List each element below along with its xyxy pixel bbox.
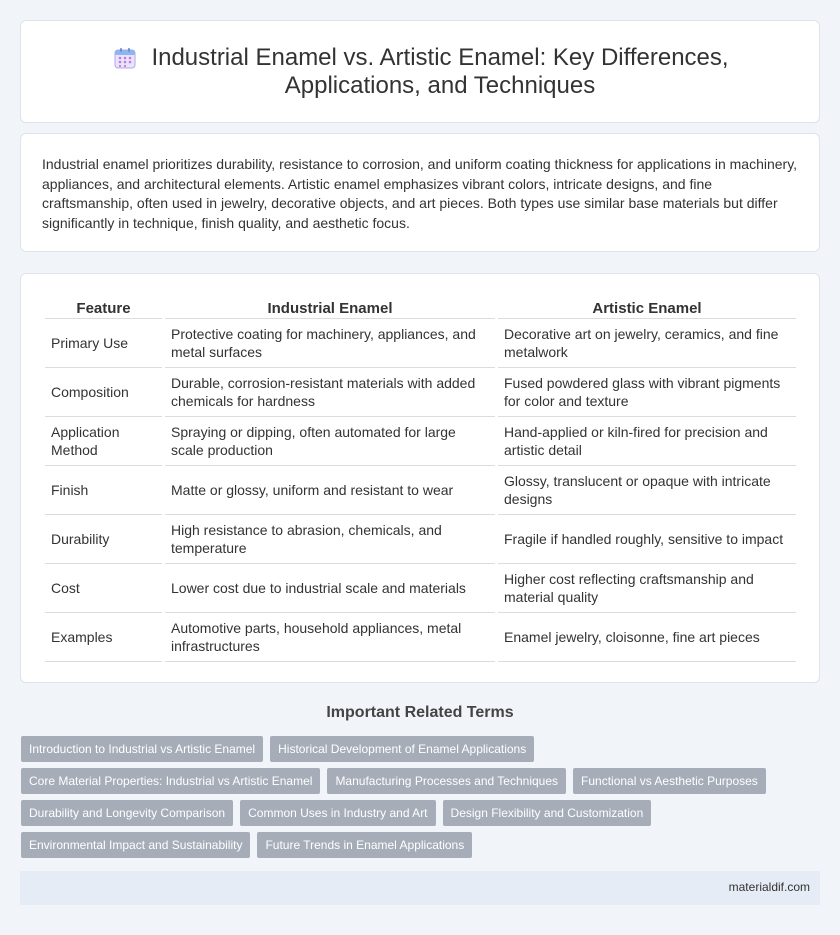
industrial-cell: Durable, corrosion-resistant materials with added chemicals for hardness xyxy=(165,368,495,417)
industrial-cell: Protective coating for machinery, appliances, and metal surfaces xyxy=(165,319,495,368)
industrial-cell: High resistance to abrasion, chemicals, and temperature xyxy=(165,515,495,564)
table-row xyxy=(45,515,796,564)
page-title: Industrial Enamel vs. Artistic Enamel: Key Differences, Applications, and Techniques xyxy=(151,43,729,99)
artistic-cell: Decorative art on jewelry, ceramics, and fine metalwork xyxy=(498,319,796,368)
related-term-tag[interactable]: Manufacturing Processes and Techniques xyxy=(327,768,566,794)
title-card xyxy=(20,20,820,123)
table-row xyxy=(45,466,796,515)
related-term-tag[interactable]: Historical Development of Enamel Applications xyxy=(270,736,534,762)
related-term-tag[interactable]: Environmental Impact and Sustainability xyxy=(21,832,250,858)
intro-paragraph: Industrial enamel prioritizes durability, resistance to corrosion, and uniform coating thickness for applications in machinery, appliances, and architectural elements. Artistic enamel emphasizes vibrant colors, intricate designs, and fine craftsmanship, often used in jewelry, decorative objects, and art pieces. Both types use similar base materials but differ significantly in technique, finish quality, and aesthetic focus. xyxy=(42,156,798,231)
related-term-tag[interactable]: Introduction to Industrial vs Artistic Enamel xyxy=(21,736,263,762)
feature-cell: Durability xyxy=(45,515,162,564)
footer-site-link[interactable]: materialdif.com xyxy=(728,880,810,894)
industrial-cell: Matte or glossy, uniform and resistant to wear xyxy=(165,466,495,515)
related-terms-list xyxy=(21,736,811,864)
table-row xyxy=(45,564,796,613)
related-term-tag[interactable]: Core Material Properties: Industrial vs Artistic Enamel xyxy=(21,768,320,794)
feature-cell: Examples xyxy=(45,613,162,662)
tag-row xyxy=(21,832,811,858)
industrial-cell: Automotive parts, household appliances, metal infrastructures xyxy=(165,613,495,662)
footer xyxy=(20,871,820,905)
feature-cell: Cost xyxy=(45,564,162,613)
table-row xyxy=(45,319,796,368)
column-header-artistic: Artistic Enamel xyxy=(498,295,796,319)
related-term-tag[interactable]: Future Trends in Enamel Applications xyxy=(257,832,472,858)
related-term-tag[interactable]: Common Uses in Industry and Art xyxy=(240,800,435,826)
table-header-row xyxy=(45,295,796,319)
tag-row xyxy=(21,768,811,794)
feature-cell: Composition xyxy=(45,368,162,417)
related-term-tag[interactable]: Design Flexibility and Customization xyxy=(443,800,652,826)
related-terms-heading: Important Related Terms xyxy=(326,704,514,721)
artistic-cell: Enamel jewelry, cloisonne, fine art pieces xyxy=(498,613,796,662)
feature-cell: Application Method xyxy=(45,417,162,466)
comparison-table xyxy=(42,295,799,662)
column-header-feature: Feature xyxy=(45,295,162,319)
artistic-cell: Fused powdered glass with vibrant pigments for color and texture xyxy=(498,368,796,417)
table-row xyxy=(45,417,796,466)
feature-cell: Primary Use xyxy=(45,319,162,368)
intro-card xyxy=(20,133,820,252)
feature-cell: Finish xyxy=(45,466,162,515)
comparison-table-card xyxy=(20,273,820,683)
table-row xyxy=(45,368,796,417)
artistic-cell: Higher cost reflecting craftsmanship and material quality xyxy=(498,564,796,613)
tag-row xyxy=(21,736,811,762)
related-term-tag[interactable]: Durability and Longevity Comparison xyxy=(21,800,233,826)
artistic-cell: Fragile if handled roughly, sensitive to impact xyxy=(498,515,796,564)
table-row xyxy=(45,613,796,662)
tag-row xyxy=(21,800,811,826)
column-header-industrial: Industrial Enamel xyxy=(165,295,495,319)
artistic-cell: Glossy, translucent or opaque with intricate designs xyxy=(498,466,796,515)
artistic-cell: Hand-applied or kiln-fired for precision and artistic detail xyxy=(498,417,796,466)
industrial-cell: Lower cost due to industrial scale and materials xyxy=(165,564,495,613)
industrial-cell: Spraying or dipping, often automated for large scale production xyxy=(165,417,495,466)
related-term-tag[interactable]: Functional vs Aesthetic Purposes xyxy=(573,768,766,794)
